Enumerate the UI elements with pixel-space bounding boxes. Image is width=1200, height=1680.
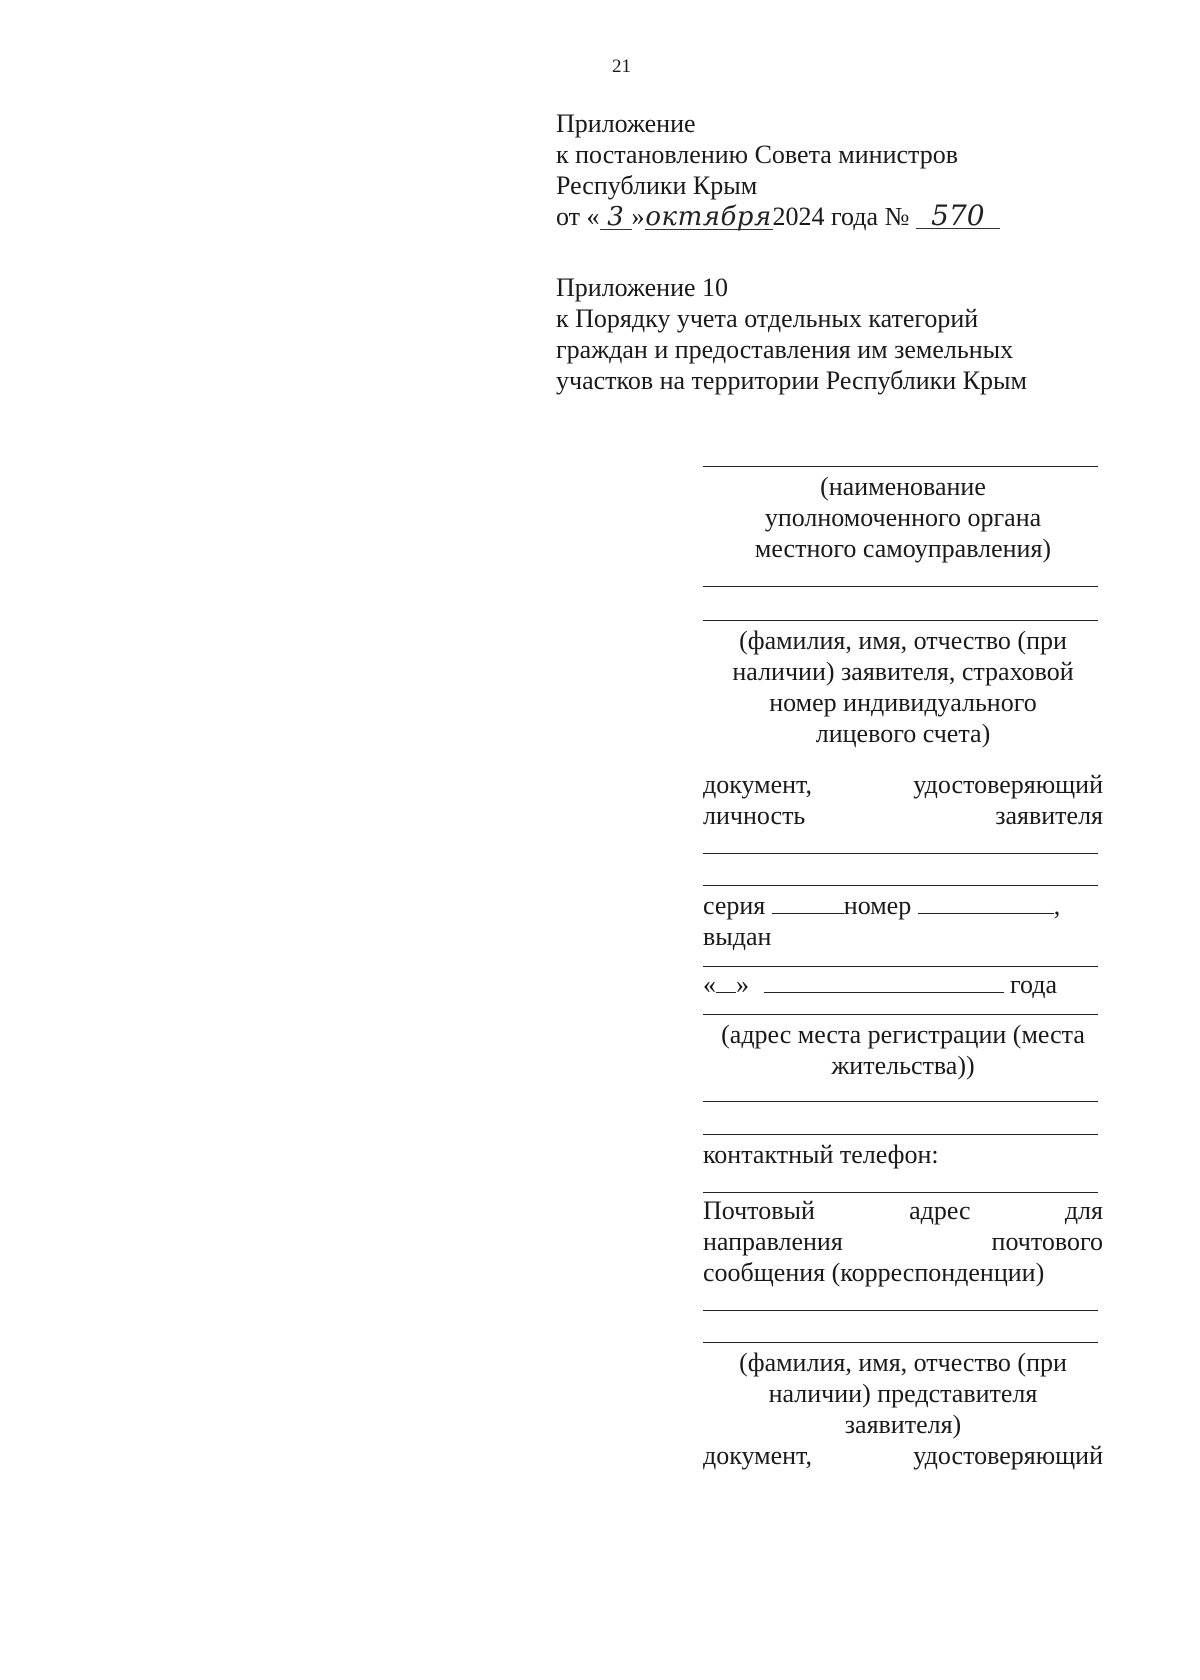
applicant-caption-line-4: лицевого счета) (815, 719, 991, 748)
page-number: 21 (612, 56, 631, 77)
id-doc-word-3: личность (703, 801, 806, 830)
handwritten-month: октября (645, 202, 772, 232)
rep-doc-word-2: удостоверяющий (913, 1441, 1103, 1470)
postal-word-5: почтового (991, 1227, 1103, 1256)
date-prefix: от « (556, 202, 600, 231)
address-fill-line-2 (703, 1134, 1098, 1135)
organ-caption-line-2: уполномоченного органа (764, 503, 1042, 532)
number-label: номер (843, 891, 912, 920)
postal-word-1: Почтовый (703, 1196, 815, 1225)
phone-label: контактный телефон: (703, 1140, 939, 1169)
id-doc-word-1: документ, (703, 770, 812, 799)
date-open-quote: « (703, 970, 716, 999)
series-field[interactable] (772, 891, 844, 914)
representative-caption (703, 1347, 1103, 1440)
issued-label: выдан (703, 922, 772, 951)
appendix-line-4: участков на территории Республики Крым (556, 366, 1027, 395)
series-number-comma: , (1053, 891, 1061, 920)
applicant-caption (703, 625, 1103, 749)
series-number-row (703, 890, 1103, 921)
handwritten-doc-number: 570 (916, 204, 1000, 229)
postal-line-3: сообщения (корреспонденции) (703, 1258, 1045, 1287)
rep-doc-word-1: документ, (703, 1441, 812, 1470)
header-line-3: Республики Крым (556, 171, 758, 200)
appendix-line-1: Приложение 10 (556, 273, 729, 302)
postal-line-1 (703, 1310, 1098, 1311)
issue-day-field[interactable] (716, 970, 736, 993)
rep-caption-line-1: (фамилия, имя, отчество (при (739, 1348, 1067, 1377)
issue-month-field[interactable] (764, 970, 1004, 993)
organ-name-line (703, 466, 1098, 467)
rep-caption-line-2: наличии) представителя (768, 1379, 1038, 1408)
header-line-2: к постановлению Совета министров (556, 140, 958, 169)
organ-caption-line-1: (наименование (820, 472, 986, 501)
application-form (703, 466, 1103, 1471)
year-label: года (1010, 970, 1058, 999)
address-caption-line-1: (адрес места регистрации (места (721, 1020, 1085, 1049)
postal-word-2: адрес (909, 1196, 971, 1225)
appendix-line-2: к Порядку учета отдельных категорий (556, 304, 979, 333)
id-doc-word-4: заявителя (995, 801, 1103, 830)
address-caption-line-2: жительства)) (831, 1051, 975, 1080)
applicant-caption-line-1: (фамилия, имя, отчество (при (739, 626, 1067, 655)
id-document-label (703, 769, 1103, 831)
applicant-line-1 (703, 586, 1098, 587)
header-date-line (556, 201, 1156, 232)
postal-line-2 (703, 1342, 1098, 1343)
postal-word-3: для (1064, 1196, 1103, 1225)
phone-line (703, 1192, 1098, 1193)
appendix-line-3: граждан и предоставления им земельных (556, 335, 1014, 364)
date-close-quote: » (736, 970, 749, 999)
address-caption (703, 1019, 1103, 1081)
organ-caption-line-3: местного самоуправления) (754, 534, 1052, 563)
issued-by-line (703, 966, 1098, 967)
address-line (703, 1014, 1098, 1015)
applicant-caption-line-2: наличии) заявителя, страховой (732, 657, 1074, 686)
issue-date-row (703, 969, 1103, 1000)
rep-id-document-label (703, 1440, 1103, 1471)
header-line-1: Приложение (556, 109, 696, 138)
address-fill-line-1 (703, 1101, 1098, 1102)
resolution-appendix-header (556, 108, 1156, 232)
id-document-line-2 (703, 885, 1098, 886)
applicant-line-2 (703, 620, 1098, 621)
date-quote-close: » (631, 202, 645, 231)
id-doc-word-2: удостоверяющий (913, 770, 1103, 799)
series-label: серия (703, 891, 766, 920)
id-document-line-1 (703, 853, 1098, 854)
number-field[interactable] (918, 891, 1054, 914)
applicant-caption-line-3: номер индивидуального (769, 688, 1037, 717)
organ-caption (703, 471, 1103, 564)
postal-word-4: направления (703, 1227, 843, 1256)
rep-caption-line-3: заявителя) (844, 1410, 962, 1439)
postal-address-label (703, 1195, 1103, 1288)
appendix-10-header (556, 272, 1156, 396)
date-year-text: 2024 года № (772, 202, 910, 231)
handwritten-day: 3 (600, 205, 632, 230)
